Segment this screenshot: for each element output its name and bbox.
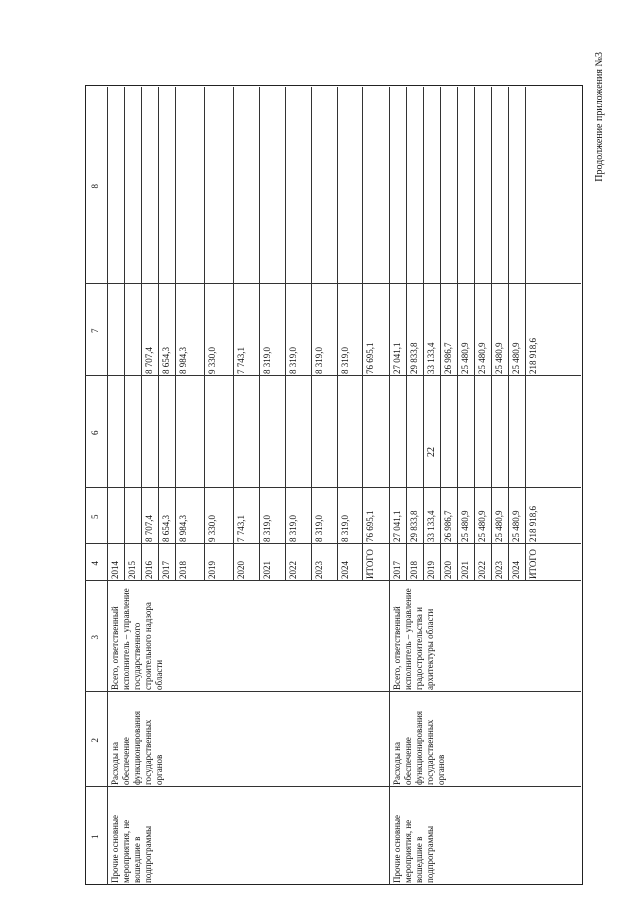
column-divider (85, 375, 581, 376)
value-cell: 25 480,9 (460, 342, 470, 374)
column-header-7: 7 (90, 328, 100, 333)
year-cell: 2018 (178, 561, 188, 579)
year-cell: ИТОГО (528, 549, 538, 579)
value-cell: 33 133,4 (426, 342, 436, 374)
row-divider (440, 87, 441, 581)
value-cell: 76 695,1 (365, 510, 375, 542)
year-cell: 2023 (314, 561, 324, 579)
year-cell: 2018 (409, 561, 419, 579)
row-divider (124, 87, 125, 581)
value-cell: 25 480,9 (494, 510, 504, 542)
year-cell: ИТОГО (365, 549, 375, 579)
value-cell: 25 480,9 (460, 510, 470, 542)
column-divider (85, 786, 581, 787)
value-cell: 33 133,4 (426, 510, 436, 542)
value-cell: 9 330,0 (207, 515, 217, 542)
row-divider (158, 87, 159, 581)
description-cell: Расходы на обеспечение функционирования государственных органов (392, 711, 446, 785)
activity-cell: Прочие основные мероприятия, не вошедшие в подпрограммы (392, 815, 435, 883)
value-cell: 29 833,8 (409, 342, 419, 374)
row-divider (406, 87, 407, 581)
value-cell: 218 918,6 (528, 506, 538, 542)
row-divider (285, 87, 286, 581)
row-divider (311, 87, 312, 581)
value-cell: 29 833,8 (409, 510, 419, 542)
continuation-label: Продолжение приложения №3 (594, 52, 605, 182)
executor-cell: Всего, ответственный исполнитель – управление градостроительства и архитектуры области (392, 588, 435, 690)
year-cell: 2023 (494, 561, 504, 579)
row-divider (233, 87, 234, 581)
value-cell: 218 918,6 (528, 338, 538, 374)
year-cell: 2024 (511, 561, 521, 579)
column-header-3: 3 (90, 635, 100, 640)
year-cell: 2020 (236, 561, 246, 579)
value-cell: 26 986,7 (443, 342, 453, 374)
value-cell: 8 319,0 (340, 515, 350, 542)
column-divider (85, 580, 581, 581)
column-divider (85, 543, 581, 544)
value-cell: 8 319,0 (314, 347, 324, 374)
year-cell: 2017 (392, 561, 402, 579)
row-divider (525, 87, 526, 581)
column-divider (85, 487, 581, 488)
column-header-4: 4 (90, 561, 100, 566)
value-cell: 25 480,9 (477, 342, 487, 374)
value-cell: 8 319,0 (288, 515, 298, 542)
value-cell: 8 319,0 (314, 515, 324, 542)
value-cell: 8 319,0 (340, 347, 350, 374)
value-cell: 9 330,0 (207, 347, 217, 374)
column-header-8: 8 (90, 184, 100, 189)
value-cell: 25 480,9 (511, 342, 521, 374)
value-cell: 27 041,1 (392, 510, 402, 542)
value-cell: 8 319,0 (262, 347, 272, 374)
value-cell: 8 984,3 (178, 515, 188, 542)
year-cell: 2014 (110, 561, 120, 579)
budget-table (85, 85, 583, 885)
row-divider (337, 87, 338, 581)
year-cell: 2019 (426, 561, 436, 579)
year-cell: 2019 (207, 561, 217, 579)
column-header-6: 6 (90, 430, 100, 435)
year-cell: 2017 (161, 561, 171, 579)
row-divider (423, 87, 424, 581)
row-divider (259, 87, 260, 581)
row-divider (175, 87, 176, 581)
year-cell: 2022 (477, 561, 487, 579)
value-cell: 8 319,0 (262, 515, 272, 542)
column-divider (85, 283, 581, 284)
value-cell: 8 707,4 (144, 347, 154, 374)
value-cell: 76 695,1 (365, 342, 375, 374)
row-divider (204, 87, 205, 581)
row-divider (491, 87, 492, 581)
row-divider (362, 87, 363, 581)
row-divider (474, 87, 475, 581)
value-cell: 26 986,7 (443, 510, 453, 542)
column-header-2: 2 (90, 738, 100, 743)
value-cell: 7 743,1 (236, 515, 246, 542)
description-cell: Расходы на обеспечение функционирования государственных органов (110, 711, 164, 785)
value-cell: 8 319,0 (288, 347, 298, 374)
year-cell: 2015 (127, 561, 137, 579)
row-divider (508, 87, 509, 581)
year-cell: 2022 (288, 561, 298, 579)
value-cell: 7 743,1 (236, 347, 246, 374)
page-number: 22 (426, 447, 437, 457)
row-divider (141, 87, 142, 581)
value-cell: 25 480,9 (494, 342, 504, 374)
value-cell: 8 654,3 (161, 347, 171, 374)
column-header-5: 5 (90, 514, 100, 519)
value-cell: 25 480,9 (511, 510, 521, 542)
year-cell: 2024 (340, 561, 350, 579)
activity-cell: Прочие основные мероприятия, не вошедшие в подпрограммы (110, 815, 153, 883)
value-cell: 8 654,3 (161, 515, 171, 542)
value-cell: 8 707,4 (144, 515, 154, 542)
year-cell: 2021 (460, 561, 470, 579)
year-cell: 2020 (443, 561, 453, 579)
column-divider (85, 691, 581, 692)
column-header-1: 1 (90, 834, 100, 839)
year-cell: 2016 (144, 561, 154, 579)
value-cell: 8 984,3 (178, 347, 188, 374)
row-divider (457, 87, 458, 581)
value-cell: 27 041,1 (392, 342, 402, 374)
executor-cell: Всего, ответственный исполнитель – управление государственного строительного надзора области (110, 588, 164, 690)
value-cell: 25 480,9 (477, 510, 487, 542)
year-cell: 2021 (262, 561, 272, 579)
row-divider (389, 87, 390, 885)
row-divider (107, 87, 108, 885)
